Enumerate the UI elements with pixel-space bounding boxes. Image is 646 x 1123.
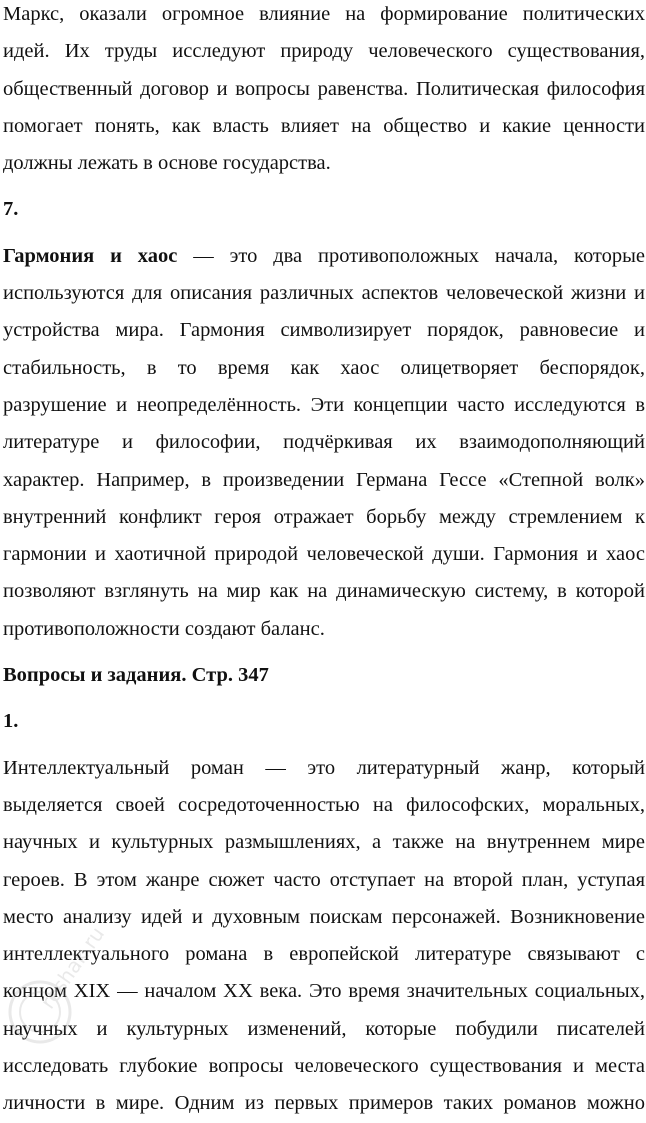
text-line: исследовать глубокие вопросы человеческого существования и места	[3, 1055, 645, 1078]
text-line: идей. Их труды исследуют природу человеческого существования,	[3, 40, 645, 63]
text-line: научных и культурных изменений, которые побудили писателей	[3, 1017, 645, 1040]
text-line	[3, 238, 645, 275]
text-line: характер. Например, в произведении Германа Гессе «Степной волк»	[3, 468, 645, 491]
section-heading: Вопросы и задания. Стр. 347	[3, 664, 269, 687]
document-page	[3, 0, 645, 1123]
text-line: литературе и философии, подчёркивая их взаимодополняющий	[3, 431, 645, 454]
text-fragment: — это два противоположных начала, которые	[177, 244, 645, 267]
paragraph-intellectual-novel	[3, 750, 645, 1123]
text-line: личности в мире. Одним из первых примеров таких романов можно	[3, 1092, 645, 1115]
text-line: место анализу идей и духовным поискам персонажей. Возникновение	[3, 905, 645, 928]
text-line: используются для описания различных аспектов человеческой жизни и	[3, 282, 645, 305]
text-line: интеллектуального романа в европейской литературе связывают с	[3, 943, 645, 966]
text-line: помогает понять, как власть влияет на общество и какие ценности	[3, 114, 645, 137]
paragraph-harmony-chaos	[3, 238, 645, 648]
text-line: выделяется своей сосредоточенностью на философских, моральных,	[3, 793, 645, 816]
text-line: стабильность, в то время как хаос олицетворяет беспорядок,	[3, 356, 645, 379]
text-line: разрушение и неопределённость. Эти концепции часто исследуются в	[3, 393, 645, 416]
text-line: устройства мира. Гармония символизирует порядок, равновесие и	[3, 319, 645, 342]
watermark-text: reshak.ru	[35, 922, 110, 1014]
text-line: внутренний конфликт героя отражает борьбу между стремлением к	[3, 505, 645, 528]
text-line: научных и культурных размышлениях, а также на внутреннем мире	[3, 831, 645, 854]
paragraph-intro	[3, 0, 645, 182]
item-number-1: 1.	[3, 710, 19, 733]
term-harmony-chaos: Гармония и хаос	[3, 244, 178, 267]
text-line: позволяют взглянуть на мир как на динамическую систему, в которой	[3, 580, 645, 603]
item-number-7: 7.	[3, 198, 19, 221]
text-line: должны лежать в основе государства.	[3, 152, 331, 175]
text-line: гармонии и хаотичной природой человеческой души. Гармония и хаос	[3, 543, 645, 566]
text-line: общественный договор и вопросы равенства. Политическая философия	[3, 77, 645, 100]
text-line: Маркс, оказали огромное влияние на формирование политических	[3, 3, 645, 25]
text-line: противоположности создают баланс.	[3, 617, 325, 640]
text-line: концом XIX — началом XX века. Это время значительных социальных,	[3, 980, 645, 1003]
text-line: Интеллектуальный роман — это литературный жанр, который	[3, 756, 645, 779]
text-line: героев. В этом жанре сюжет часто отступает на второй план, уступая	[3, 868, 645, 891]
